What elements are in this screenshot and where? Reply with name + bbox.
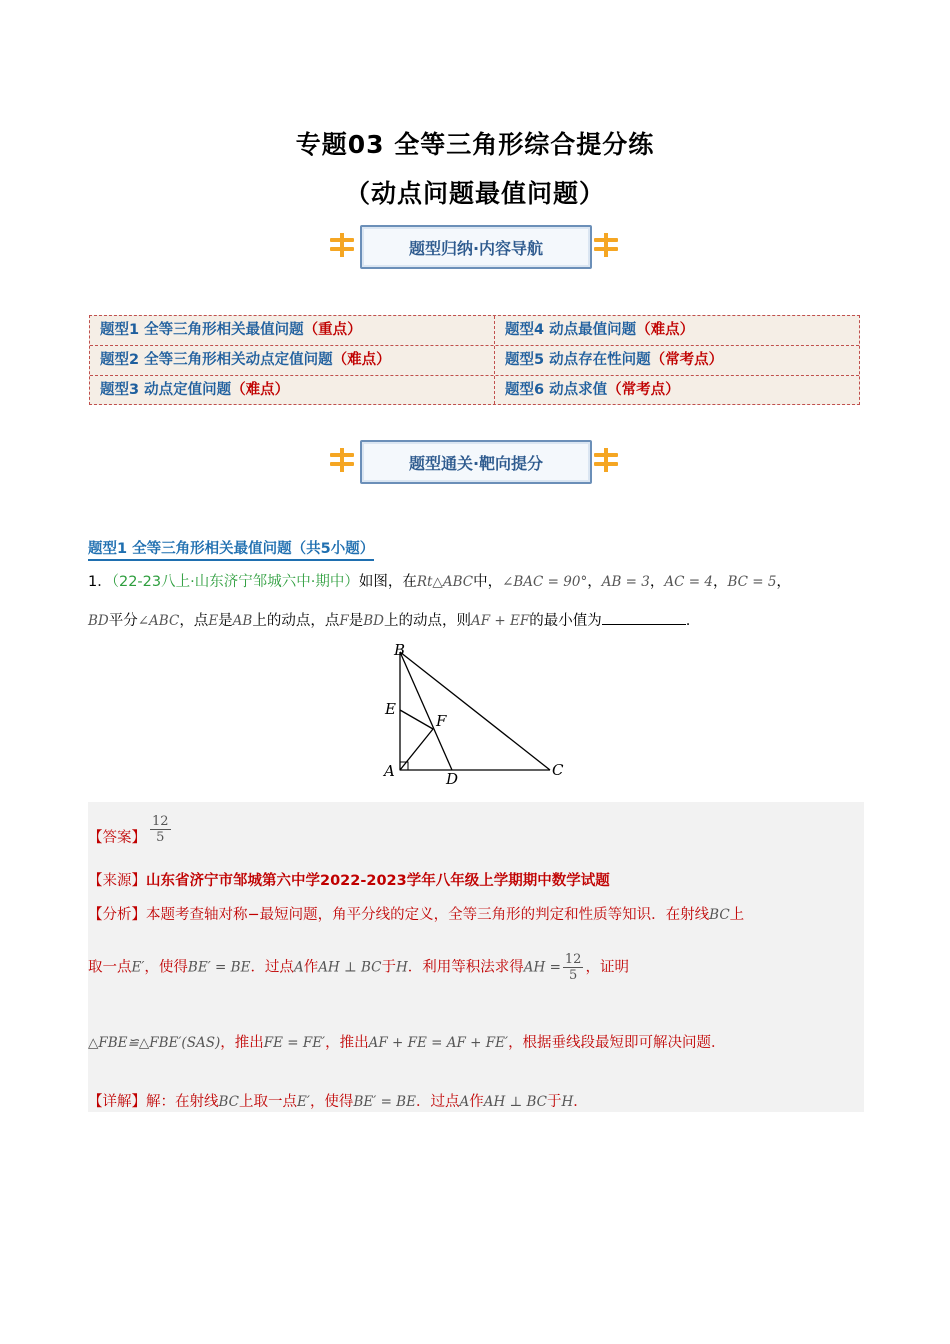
- analysis-text: ，证明: [585, 959, 629, 976]
- question-text: .: [685, 613, 691, 629]
- nav-item-topic3[interactable]: 题型3 动点定值问题（难点）: [100, 382, 290, 398]
- label-c: C: [552, 761, 564, 779]
- topic-nav-table: [89, 315, 860, 405]
- question-line-2: [88, 609, 690, 630]
- math-expr: BD: [363, 613, 384, 629]
- question-text: ，点: [179, 613, 209, 629]
- analysis-text: ，使得: [144, 959, 188, 976]
- question-text: 的最小值为: [529, 613, 602, 629]
- nav-item-topic2[interactable]: 题型2 全等三角形相关动点定值问题（难点）: [100, 352, 391, 368]
- question-source: （22-23八上·山东济宁邹城六中·期中）: [111, 574, 359, 590]
- detail-text: 于: [547, 1094, 562, 1110]
- source-text: 山东省济宁市邹城第六中学2022-2023学年八年级上学期期中数学试题: [146, 873, 610, 889]
- math-expr: AF + FE = AF + FE′: [368, 1035, 509, 1051]
- nav-item-topic1[interactable]: 题型1 全等三角形相关最值问题（重点）: [100, 322, 362, 338]
- analysis-text: 本题考查轴对称−最短问题，角平分线的定义，全等三角形的判定和性质等知识．在射线: [146, 907, 710, 923]
- detail-text: ．: [573, 1094, 588, 1110]
- fraction-denominator: 5: [156, 830, 165, 845]
- math-expr: BC: [709, 907, 730, 923]
- question-text: ，: [776, 574, 791, 590]
- section-heading: 题型1 全等三角形相关最值问题（共5小题）: [88, 537, 374, 561]
- math-expr: F: [339, 613, 349, 629]
- math-expr: BD: [88, 613, 109, 629]
- nav-item-topic4[interactable]: 题型4 动点最值问题（难点）: [505, 322, 695, 338]
- detail-line: [88, 1090, 588, 1111]
- nav-item-topic6[interactable]: 题型6 动点求值（常考点）: [505, 382, 680, 398]
- math-expr: AC = 4: [664, 574, 713, 590]
- math-expr: A: [459, 1094, 470, 1110]
- nav-banner-wrap: [330, 225, 620, 269]
- analysis-line-3: [88, 1031, 726, 1052]
- math-expr: E′: [297, 1094, 310, 1110]
- math-expr: BE′ = BE: [353, 1094, 416, 1110]
- answer-line: [88, 814, 171, 845]
- math-expr: BE′ = BE: [187, 959, 251, 976]
- segment-bd: [400, 652, 452, 770]
- segment-bc: [400, 652, 550, 770]
- math-expr: A: [293, 959, 304, 976]
- triangle-figure: [370, 638, 580, 790]
- detail-text: 解：在射线: [146, 1094, 219, 1110]
- math-expr: AB: [232, 613, 253, 629]
- equal-deco-icon: [594, 233, 618, 257]
- math-expr: AF + EF: [470, 613, 530, 629]
- fraction-numerator: 12: [564, 952, 582, 967]
- detail-label: 【详解】: [88, 1094, 146, 1110]
- source-line: [88, 869, 610, 890]
- math-expr: E: [208, 613, 219, 629]
- math-expr: AH ⊥ BC: [318, 959, 382, 976]
- math-expr: H: [561, 1094, 574, 1110]
- practice-banner-wrap: [330, 440, 620, 484]
- question-text: 是: [348, 613, 364, 629]
- question-number: 1．: [88, 574, 112, 590]
- answer-fraction: [150, 814, 171, 845]
- analysis-text: 取一点: [88, 959, 132, 976]
- analysis-text: ．过点: [250, 959, 294, 976]
- question-text: 如图，在: [358, 574, 417, 590]
- analysis-text: ．利用等积法求得: [407, 959, 524, 976]
- analysis-text: ，推出: [325, 1035, 369, 1051]
- analysis-text: ，推出: [220, 1035, 264, 1051]
- page-title: 专题03 全等三角形综合提分练: [295, 130, 655, 159]
- analysis-text: 于: [381, 959, 396, 976]
- question-line-1: [88, 570, 791, 591]
- nav-item-topic5[interactable]: 题型5 动点存在性问题（常考点）: [505, 352, 724, 368]
- question-text: ，: [712, 574, 728, 590]
- fraction-denominator: 5: [569, 968, 578, 983]
- math-expr: AB = 3: [601, 574, 650, 590]
- analysis-text: 作: [303, 959, 319, 976]
- equal-deco-icon: [330, 233, 354, 257]
- question-text: 上的动点，则: [383, 613, 471, 629]
- nav-banner: 题型归纳·内容导航: [360, 225, 592, 269]
- math-expr: ∠BAC = 90°: [502, 574, 588, 590]
- math-expr: FE = FE′: [263, 1035, 326, 1051]
- equal-deco-icon: [594, 448, 618, 472]
- question-text: ，: [587, 574, 602, 590]
- page-subtitle: （动点问题最值问题）: [344, 179, 605, 208]
- math-expr: E′: [131, 959, 145, 976]
- analysis-text: 上: [729, 907, 745, 923]
- question-text: 是: [218, 613, 233, 629]
- equal-deco-icon: [330, 448, 354, 472]
- math-expr: BC: [218, 1094, 240, 1110]
- math-expr: Rt△ABC: [416, 574, 474, 590]
- detail-text: 作: [469, 1094, 484, 1110]
- answer-box: [88, 802, 864, 1112]
- analysis-text: ，根据垂线段最短即可解决问题．: [508, 1035, 726, 1051]
- question-text: ，: [649, 574, 665, 590]
- question-text: 平分: [108, 613, 138, 629]
- segment-af: [400, 729, 433, 770]
- label-e: E: [385, 700, 396, 718]
- math-expr: ∠ABC: [137, 613, 180, 629]
- answer-label: 【答案】: [88, 829, 146, 846]
- label-d: D: [446, 770, 459, 788]
- detail-text: ，使得: [309, 1094, 354, 1110]
- math-expr: BC = 5: [727, 574, 777, 590]
- question-text: 上的动点，点: [252, 613, 340, 629]
- math-expr: AH =: [523, 959, 561, 976]
- analysis-line-2: [88, 952, 629, 983]
- detail-text: ．过点: [415, 1094, 460, 1110]
- ah-fraction: [563, 952, 584, 983]
- label-a: A: [384, 762, 395, 780]
- analysis-line-1: [88, 903, 744, 924]
- practice-banner: 题型通关·靶向提分: [360, 440, 592, 484]
- detail-text: 上取一点: [239, 1094, 298, 1110]
- label-f: F: [436, 712, 447, 730]
- analysis-label: 【分析】: [88, 907, 146, 923]
- label-b: B: [394, 641, 406, 659]
- source-label: 【来源】: [88, 873, 146, 889]
- math-expr: AH ⊥ BC: [483, 1094, 548, 1110]
- fraction-numerator: 12: [152, 814, 169, 829]
- math-expr: H: [396, 959, 408, 976]
- question-text: 中，: [473, 574, 503, 590]
- answer-blank[interactable]: [602, 624, 686, 625]
- math-expr: △FBE≌△FBE′(SAS): [88, 1035, 221, 1051]
- segment-ef: [400, 710, 433, 729]
